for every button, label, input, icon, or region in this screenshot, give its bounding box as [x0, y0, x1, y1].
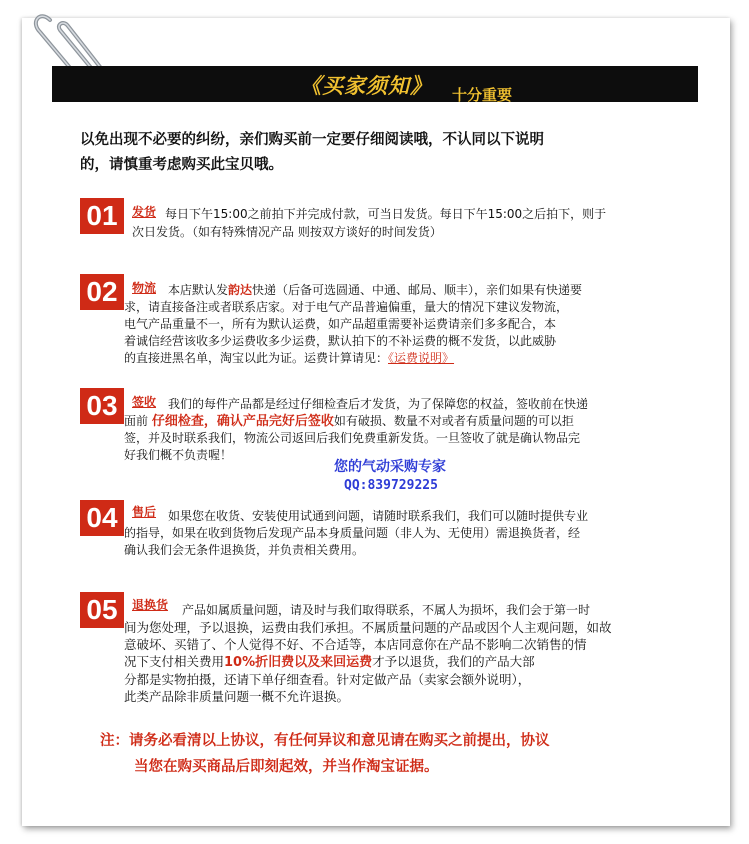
section-tag: 退换货 — [132, 598, 169, 612]
watermark-qq: QQ:839729225 — [344, 478, 438, 493]
text-span: 才予以退货，我们的产品大部 — [372, 654, 535, 669]
intro-text — [80, 128, 690, 178]
section-05-first-line — [182, 602, 692, 619]
section-01-body — [165, 206, 685, 223]
section-line: 的直接进黑名单，淘宝以此为证。运费计算请见： — [124, 351, 389, 365]
section-number: 01 — [80, 198, 124, 234]
banner-title: 《买家须知》 — [300, 73, 432, 98]
section-tag: 签收 — [132, 395, 157, 409]
note-line: 注：请务必看清以上协议，有任何异议和意见请在购买之前提出，协议 — [100, 733, 550, 749]
section-line: 好我们概不负责喔！ — [124, 448, 233, 462]
text-span: 面前 — [124, 414, 149, 428]
text-span: 如有破损、数量不对或者有质量问题的可以拒 — [333, 414, 574, 428]
section-line: 的指导，如果在收到货物后发现产品本身质量问题（非人为、无使用）需退换货者，经 — [124, 526, 581, 540]
highlight-fee: 10%折旧费以及来回运费 — [224, 655, 373, 670]
section-number: 02 — [80, 274, 124, 310]
section-line: 产品如属质量问题，请及时与我们取得联系，不属人为损坏，我们会于第一时 — [182, 603, 591, 617]
section-02-first-line — [168, 282, 688, 299]
section-line: 此类产品除非质量问题一概不允许退换。 — [124, 689, 350, 704]
section-04-first-line — [168, 508, 688, 525]
text-span: 况下支付相关费用 — [124, 654, 225, 669]
section-04-body — [124, 525, 694, 559]
note-line: 当您在购买商品后即刻起效，并当作淘宝证据。 — [134, 759, 439, 775]
text-span: 本店默认发 — [168, 283, 229, 297]
highlight-carrier: 韵达 — [228, 283, 253, 297]
section-number: 04 — [80, 500, 124, 536]
section-line: 每日下午15:00之前拍下并完成付款，可当日发货。每日下午15:00之后拍下，则于 — [165, 207, 607, 221]
intro-line: 的，请慎重考虑购买此宝贝哦。 — [80, 157, 283, 173]
shipping-link[interactable]: 《运费说明》 — [388, 351, 455, 365]
watermark-slogan: 您的气动采购专家 — [334, 459, 446, 475]
section-line: 着诚信经营该收多少运费收多少运费，默认拍下的不补运费的概不发货，以此威胁 — [124, 334, 557, 348]
section-01-body-cont — [132, 224, 692, 241]
section-number: 05 — [80, 592, 124, 628]
section-line: 求，请直接备注或者联系店家。对于电气产品普遍偏重，量大的情况下建议发物流， — [124, 300, 569, 314]
section-02-body — [124, 299, 694, 367]
banner-subtitle: 十分重要 — [452, 86, 513, 104]
section-line: 分都是实物拍摄，还请下单仔细查看。针对定做产品（卖家会额外说明）， — [124, 672, 531, 687]
highlight-inspect: 仔细检查，确认产品完好后签收 — [151, 414, 334, 429]
intro-line: 以免出现不必要的纠纷，亲们购买前一定要仔细阅读哦，不认同以下说明 — [80, 132, 544, 148]
section-05-body — [124, 619, 694, 705]
section-number: 03 — [80, 388, 124, 424]
section-tag: 发货 — [132, 205, 157, 219]
section-03-first-line — [168, 396, 688, 413]
section-line: 如果您在收货、安装使用试通到问题，请随时联系我们，我们可以随时提供专业 — [168, 509, 589, 523]
section-line: 意破坏、买错了、个人觉得不好、不合适等，本店同意你在产品不影响二次销售的情 — [124, 637, 587, 652]
section-tag: 物流 — [132, 281, 157, 295]
section-line: 确认我们会无条件退换货，并负责相关费用。 — [124, 543, 365, 557]
section-line: 次日发货。（如有特殊情况产品 则按双方谈好的时间发货） — [132, 225, 442, 239]
section-line: 电气产品重量不一，所有为默认运费，如产品超重需要补运费请亲们多多配合，本 — [124, 317, 557, 331]
section-tag: 售后 — [132, 505, 157, 519]
closing-note — [100, 728, 700, 780]
section-line: 我们的每件产品都是经过仔细检查后才发货，为了保障您的权益，签收前在快递 — [168, 397, 589, 411]
section-line: 间为您处理，予以退换，运费由我们承担。不属质量问题的产品或因个人主观问题，如故 — [124, 620, 612, 635]
text-span: 快递（后备可选圆通、中通、邮局、顺丰），亲们如果有快递要 — [252, 283, 583, 297]
section-line: 签，并及时联系我们，物流公司返回后我们免费重新发货。一旦签收了就是确认物品完 — [124, 431, 581, 445]
